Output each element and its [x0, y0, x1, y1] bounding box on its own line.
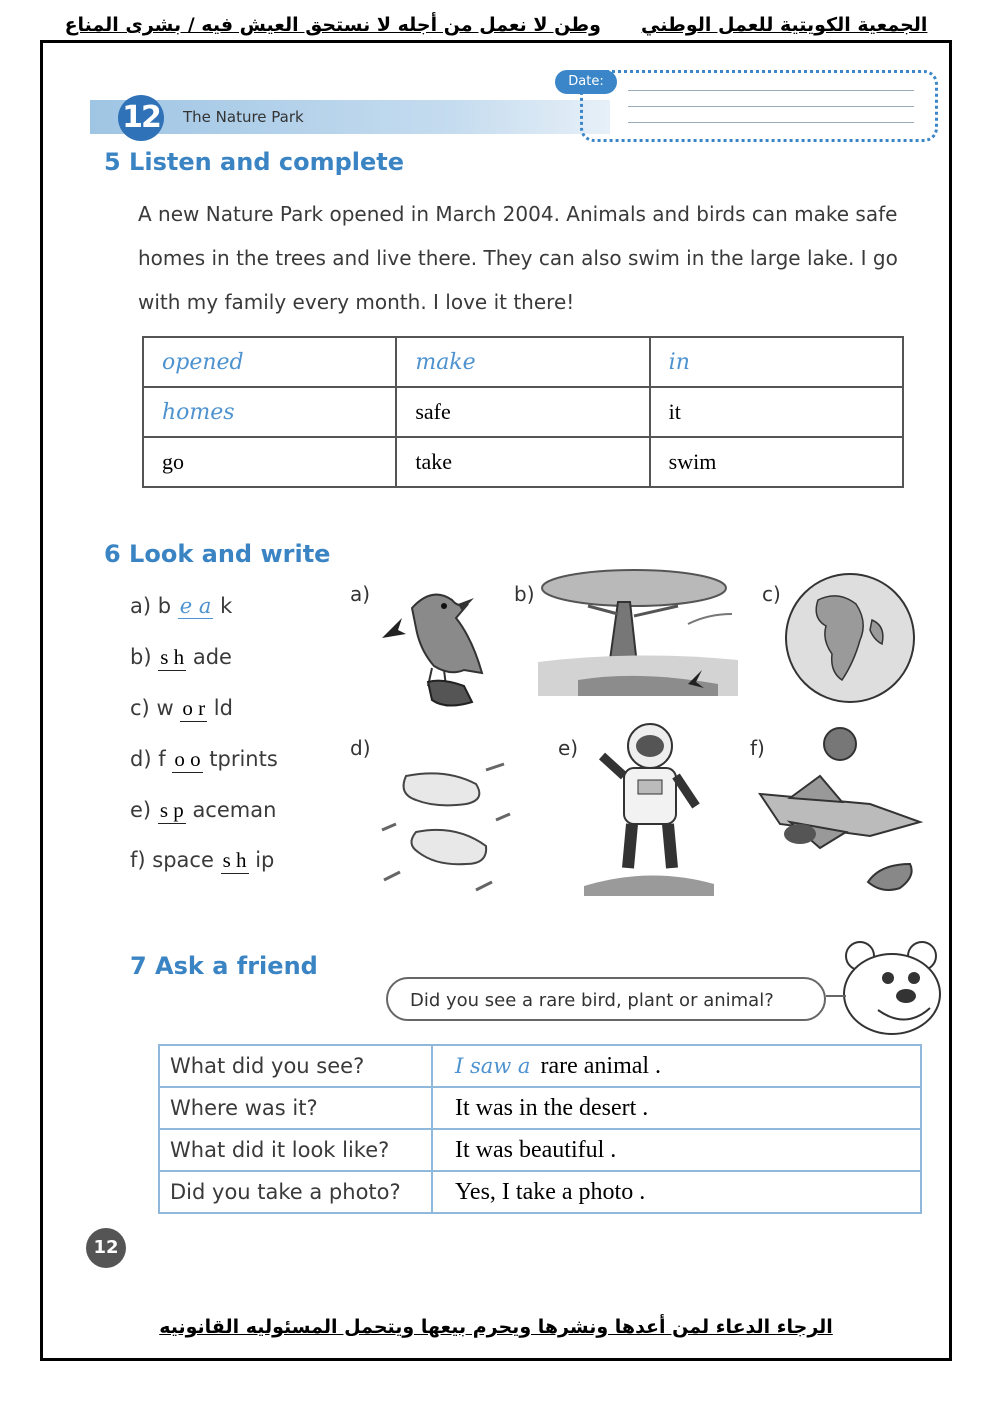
- word-cell[interactable]: in: [650, 337, 903, 387]
- item-suffix: aceman: [192, 798, 277, 822]
- look-write-item: [130, 848, 274, 874]
- question-cell: What did you see?: [159, 1045, 432, 1087]
- world-globe-illustration: [782, 570, 918, 706]
- spaceship-illustration: [750, 724, 930, 894]
- unit-banner: [90, 100, 610, 134]
- date-line[interactable]: [628, 90, 914, 91]
- answer-prefix: I saw a: [455, 1053, 531, 1078]
- item-label: f): [130, 848, 146, 872]
- picture-label: c): [762, 582, 781, 606]
- answer-cell[interactable]: [432, 1129, 921, 1171]
- word-table: [142, 336, 904, 488]
- picture-label: b): [514, 582, 535, 606]
- word-cell[interactable]: safe: [396, 387, 649, 437]
- answer-text: Yes, I take a photo .: [455, 1178, 646, 1205]
- picture-label: a): [350, 582, 371, 606]
- item-prefix: w: [156, 696, 174, 720]
- listening-paragraph: A new Nature Park opened in March 2004. Animals and birds can make safe homes in the trees and live there. They can also swim in the large lake. I go with my family every month. I love it there!: [138, 202, 898, 314]
- answer-cell[interactable]: [432, 1087, 921, 1129]
- item-label: e): [130, 798, 152, 822]
- item-label: d): [130, 747, 152, 771]
- question-cell: What did it look like?: [159, 1129, 432, 1171]
- ask-friend-table: [158, 1044, 922, 1214]
- item-prefix: f: [158, 747, 166, 771]
- unit-title: The Nature Park: [183, 108, 304, 126]
- item-prefix: space: [152, 848, 214, 872]
- answer-text: rare animal .: [540, 1052, 662, 1079]
- item-suffix: ip: [255, 848, 275, 872]
- item-suffix: ade: [192, 645, 232, 669]
- page-number-badge: 12: [86, 1228, 126, 1268]
- answer-blank[interactable]: s p: [159, 798, 184, 822]
- question-cell: Where was it?: [159, 1087, 432, 1129]
- section-6-title: 6 Look and write: [104, 540, 331, 568]
- date-line[interactable]: [628, 106, 914, 107]
- answer-text: It was in the desert .: [455, 1094, 649, 1121]
- arabic-header: [40, 14, 952, 36]
- header-left-text: وطن لا نعمل من أجله لا نستحق العيش فيه / بشرى المناع: [64, 14, 601, 36]
- footprints-illustration: [376, 760, 516, 910]
- header-right-text: الجمعية الكويتية للعمل الوطني: [640, 14, 928, 36]
- word-cell[interactable]: make: [396, 337, 649, 387]
- item-suffix: k: [220, 594, 233, 618]
- answer-cell[interactable]: [432, 1045, 921, 1087]
- spaceman-illustration: [584, 716, 714, 896]
- item-suffix: tprints: [209, 747, 278, 771]
- item-prefix: b: [157, 594, 172, 618]
- section-5-title: 5 Listen and complete: [104, 148, 405, 176]
- answer-blank[interactable]: o r: [182, 696, 206, 720]
- item-suffix: ld: [213, 696, 233, 720]
- unit-number-badge: 12: [118, 95, 164, 141]
- question-cell: Did you take a photo?: [159, 1171, 432, 1213]
- item-label: a): [130, 594, 152, 618]
- word-cell[interactable]: opened: [143, 337, 396, 387]
- section-7-title: 7 Ask a friend: [130, 952, 318, 980]
- word-cell[interactable]: take: [396, 437, 649, 487]
- look-write-item: [130, 645, 232, 671]
- picture-label: d): [350, 736, 371, 760]
- picture-label: e): [558, 736, 579, 760]
- word-cell[interactable]: it: [650, 387, 903, 437]
- bird-illustration: [372, 578, 502, 718]
- answer-blank[interactable]: s h: [160, 645, 185, 669]
- answer-cell[interactable]: [432, 1171, 921, 1213]
- word-cell[interactable]: go: [143, 437, 396, 487]
- look-write-item: [130, 747, 278, 773]
- bear-mascot-illustration: [826, 938, 942, 1038]
- word-cell[interactable]: swim: [650, 437, 903, 487]
- date-line[interactable]: [628, 122, 914, 123]
- picture-label: f): [750, 736, 765, 760]
- speech-bubble: Did you see a rare bird, plant or animal?: [386, 977, 826, 1021]
- answer-blank[interactable]: o o: [174, 747, 201, 771]
- answer-blank[interactable]: s h: [222, 848, 247, 872]
- answer-blank[interactable]: e a: [179, 594, 212, 618]
- answer-text: It was beautiful .: [455, 1136, 617, 1163]
- item-label: b): [130, 645, 152, 669]
- item-label: c): [130, 696, 150, 720]
- word-cell[interactable]: homes: [143, 387, 396, 437]
- look-write-item: [130, 594, 232, 619]
- look-write-item: [130, 798, 276, 824]
- tree-illustration: [538, 564, 738, 704]
- look-write-item: [130, 696, 233, 722]
- date-label: Date:: [555, 70, 617, 94]
- arabic-footer: الرجاء الدعاء لمن أعدها ونشرها ويحرم بيعها ويتحمل المسئوليه القانونيه: [159, 1316, 833, 1338]
